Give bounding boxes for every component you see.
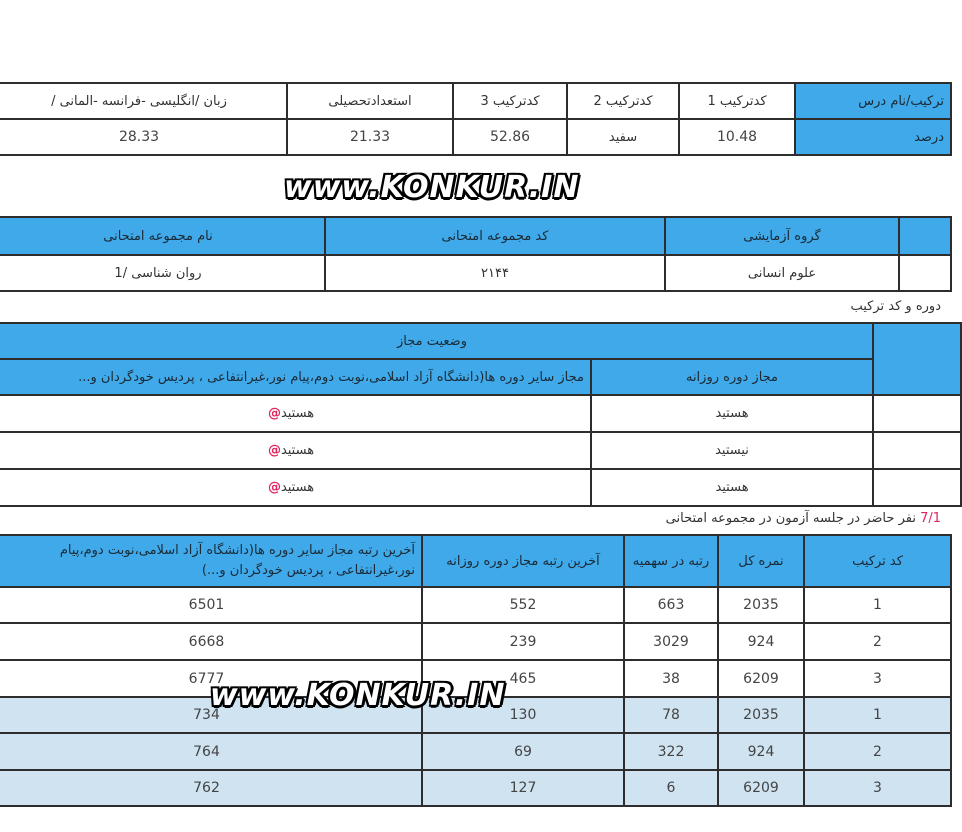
cell-last-rank-day: 239: [422, 623, 624, 660]
cell-quota-rank: 38: [624, 660, 718, 697]
cell-total-score: 924: [718, 733, 804, 770]
header-last-rank-day: آخرین رتبه مجاز دوره روزانه: [422, 535, 624, 587]
value-empty: [899, 255, 951, 291]
cell-last-rank-day: 130: [422, 697, 624, 733]
eligibility-group-row: [0, 323, 961, 359]
cell-quota-rank: 3029: [624, 623, 718, 660]
cell-quota-rank: 78: [624, 697, 718, 733]
ranks-row: [0, 587, 951, 623]
header-last-rank-other: آخرین رتبه مجاز سایر دوره ها(دانشگاه آزاد اسلامی،نوبت دوم،پیام نور،غیرانتفاعی ، پردیس خودگردان و...): [0, 535, 422, 587]
cell-last-rank-day: 69: [422, 733, 624, 770]
cell-course-code: 2: [804, 623, 951, 660]
ranks-row: [0, 623, 951, 660]
scores-value-row: [0, 119, 951, 155]
cell-last-rank-other: 6668: [0, 623, 422, 660]
caption-course-code: دوره و کد ترکیب: [850, 299, 941, 314]
value-code1: 10.48: [679, 119, 795, 155]
eligibility-row: [0, 395, 961, 432]
cell-course-code: 3: [804, 660, 951, 697]
eligibility-side: [873, 469, 961, 506]
watermark-bottom: www.KONKUR.IN: [210, 678, 506, 713]
ranks-header-row: [0, 535, 951, 587]
header-lang: زبان /انگلیسی -فرانسه -المانی /: [0, 83, 287, 119]
scores-header-row: [0, 83, 951, 119]
cell-last-rank-other: 764: [0, 733, 422, 770]
cell-course-code: 3: [804, 770, 951, 806]
value-test-group: علوم انسانی: [665, 255, 899, 291]
eligibility-other: هستید@: [0, 395, 591, 432]
cell-last-rank-other: 6777: [0, 660, 422, 697]
cell-quota-rank: 663: [624, 587, 718, 623]
exam-group-header-row: [0, 217, 951, 255]
header-total-score: نمره کل: [718, 535, 804, 587]
eligibility-other: هستید@: [0, 469, 591, 506]
header-collection-name: نام مجموعه امتحانی: [0, 217, 325, 255]
eligibility-side: [873, 432, 961, 469]
value-collection-code: ۲۱۴۴: [325, 255, 665, 291]
header-code2: کدترکیب 2: [567, 83, 679, 119]
header-day-period: مجاز دوره روزانه: [591, 359, 873, 395]
scores-table: [0, 82, 952, 156]
cell-total-score: 2035: [718, 697, 804, 733]
header-other-periods: مجاز سایر دوره ها(دانشگاه آزاد اسلامی،نوبت دوم،پیام نور،غیرانتفاعی ، پردیس خودگردان و...: [0, 359, 591, 395]
cell-last-rank-day: 552: [422, 587, 624, 623]
eligibility-side: [873, 395, 961, 432]
eligibility-table: [0, 322, 962, 507]
participants-count: 7/1: [920, 511, 941, 526]
eligibility-row: [0, 469, 961, 506]
caption-participants: [666, 511, 941, 526]
exam-group-table: [0, 216, 952, 292]
eligibility-sub-row: [0, 359, 961, 395]
cell-course-code: 2: [804, 733, 951, 770]
ranks-row: [0, 733, 951, 770]
value-code2: سفید: [567, 119, 679, 155]
value-collection-name: روان شناسی /1: [0, 255, 325, 291]
eligibility-day: هستید: [591, 469, 873, 506]
cell-quota-rank: 322: [624, 733, 718, 770]
eligibility-day: نیستید: [591, 432, 873, 469]
header-code3: کدترکیب 3: [453, 83, 567, 119]
header-aptitude: استعدادتحصیلی: [287, 83, 453, 119]
value-label: درصد: [795, 119, 951, 155]
cell-course-code: 1: [804, 697, 951, 733]
ranks-table: [0, 534, 952, 807]
value-lang: 28.33: [0, 119, 287, 155]
cell-course-code: 1: [804, 587, 951, 623]
cell-quota-rank: 6: [624, 770, 718, 806]
cell-total-score: 924: [718, 623, 804, 660]
watermark-top: www.KONKUR.IN: [284, 170, 580, 205]
cell-last-rank-other: 6501: [0, 587, 422, 623]
header-course: ترکیب/نام درس: [795, 83, 951, 119]
cell-last-rank-day: 465: [422, 660, 624, 697]
header-test-group: گروه آزمایشی: [665, 217, 899, 255]
eligibility-other: هستید@: [0, 432, 591, 469]
value-code3: 52.86: [453, 119, 567, 155]
cell-total-score: 2035: [718, 587, 804, 623]
cell-total-score: 6209: [718, 660, 804, 697]
cell-last-rank-other: 734: [0, 697, 422, 733]
header-code1: کدترکیب 1: [679, 83, 795, 119]
cell-total-score: 6209: [718, 770, 804, 806]
participants-text: نفر حاضر در جلسه آزمون در مجموعه امتحانی: [665, 511, 916, 526]
exam-group-value-row: [0, 255, 951, 291]
eligibility-row: [0, 432, 961, 469]
header-eligibility-side: [873, 323, 961, 395]
cell-last-rank-day: 127: [422, 770, 624, 806]
value-aptitude: 21.33: [287, 119, 453, 155]
header-quota-rank: رتبه در سهمیه: [624, 535, 718, 587]
header-eligibility-status: وضعیت مجاز: [0, 323, 873, 359]
header-course-code: کد ترکیب: [804, 535, 951, 587]
cell-last-rank-other: 762: [0, 770, 422, 806]
eligibility-day: هستید: [591, 395, 873, 432]
header-empty: [899, 217, 951, 255]
header-collection-code: کد مجموعه امتحانی: [325, 217, 665, 255]
ranks-row: [0, 770, 951, 806]
